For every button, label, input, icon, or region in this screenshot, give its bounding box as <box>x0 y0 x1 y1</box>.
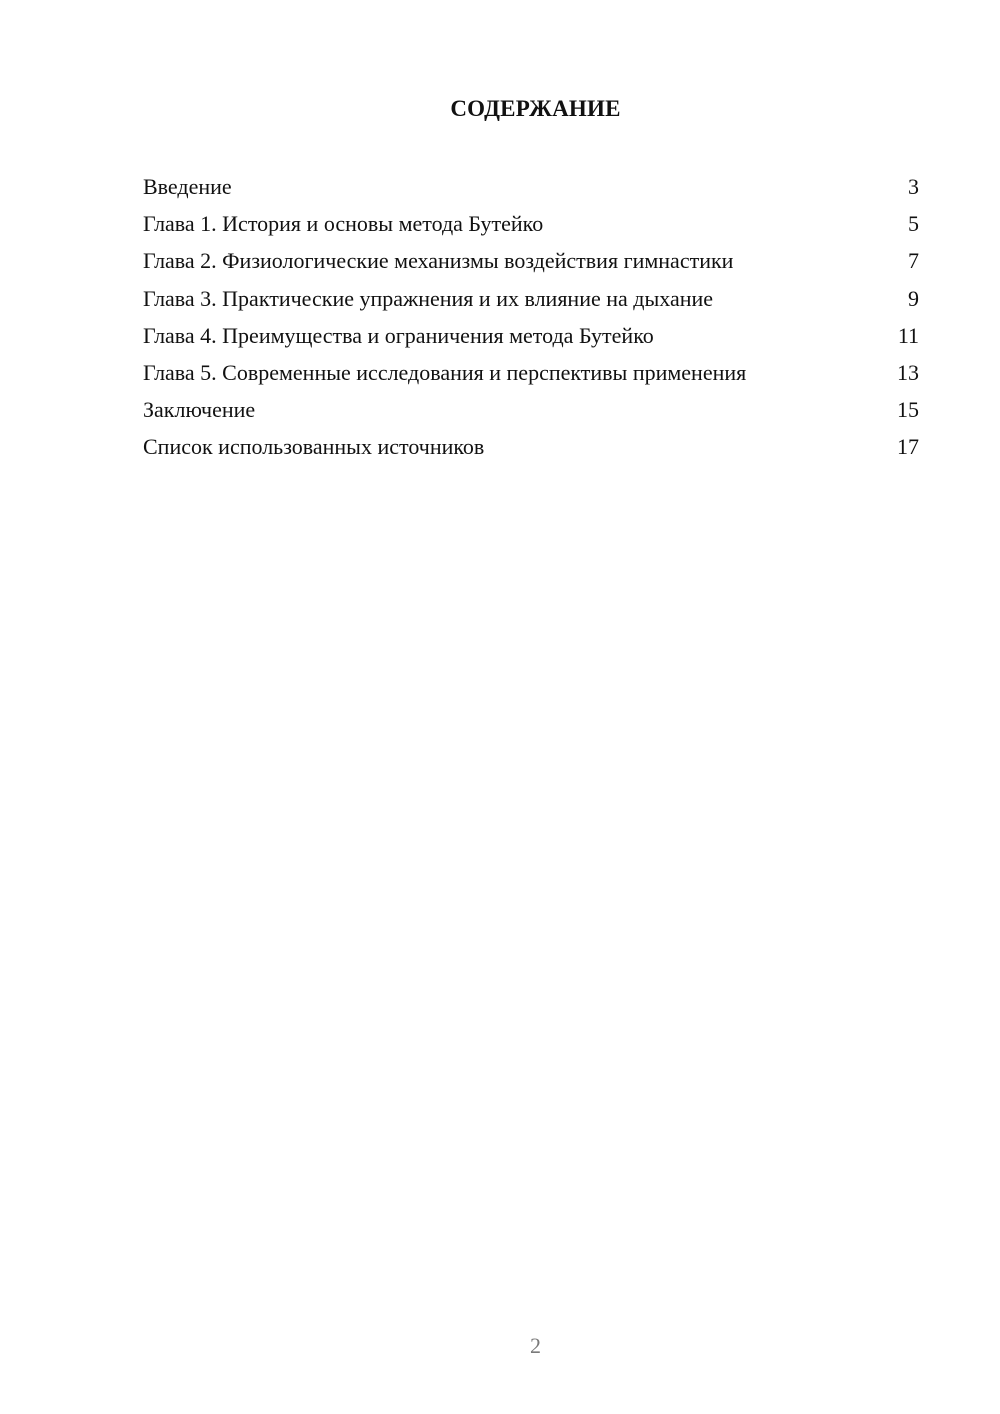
toc-entry-label: Введение <box>143 174 232 199</box>
toc-row-chapter-4 <box>143 317 919 354</box>
table-of-contents <box>143 168 919 466</box>
toc-entry-page: 9 <box>908 285 919 311</box>
toc-entry-page: 17 <box>897 434 919 460</box>
toc-row-conclusion <box>143 391 919 428</box>
toc-entry-label: Глава 1. История и основы метода Бутейко <box>143 211 544 237</box>
toc-entry-label: Заключение <box>143 397 256 423</box>
toc-row-chapter-5 <box>143 354 919 391</box>
toc-entry-label: Глава 5. Современные исследования и перспективы применения <box>143 359 747 385</box>
toc-row-chapter-2 <box>143 242 919 279</box>
toc-entry-label: Список использованных источников <box>143 434 485 460</box>
page-number: 2 <box>530 1333 541 1358</box>
toc-row-chapter-1 <box>143 205 919 242</box>
toc-entry-label: Глава 3. Практические упражнения и их влияние на дыхание <box>143 285 714 311</box>
toc-entry-page: 5 <box>908 211 919 237</box>
toc-row-introduction <box>143 168 919 205</box>
page-title: СОДЕРЖАНИЕ <box>450 96 621 121</box>
toc-entry-page: 15 <box>897 397 919 423</box>
toc-entry-page: 3 <box>908 174 919 199</box>
toc-entry-page: 13 <box>897 359 919 385</box>
toc-entry-page: 11 <box>897 322 919 348</box>
toc-row-chapter-3 <box>143 280 919 317</box>
toc-entry-label: Глава 2. Физиологические механизмы воздействия гимнастики <box>143 248 734 274</box>
toc-entry-page: 7 <box>908 248 919 274</box>
toc-entry-label: Глава 4. Преимущества и ограничения метода Бутейко <box>143 322 654 348</box>
toc-row-references <box>143 428 919 465</box>
